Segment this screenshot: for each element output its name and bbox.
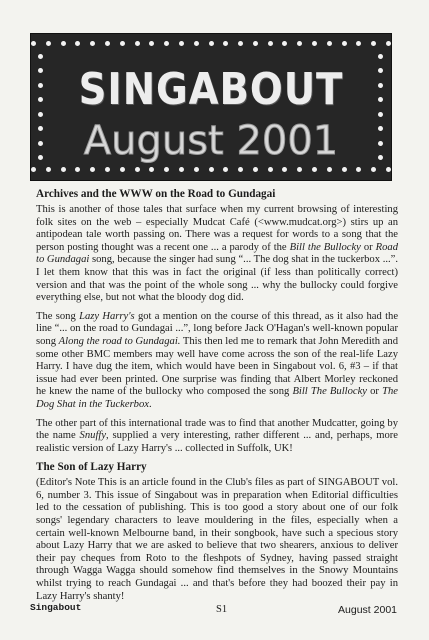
border-dot bbox=[238, 167, 243, 172]
border-dot bbox=[164, 167, 169, 172]
border-dot bbox=[135, 167, 140, 172]
masthead-banner bbox=[30, 33, 392, 181]
border-dot bbox=[356, 41, 361, 46]
border-dot bbox=[149, 41, 154, 46]
italic-text: Along the road to Gundagai. bbox=[58, 335, 181, 347]
text-run: song, because the singer had sung “... The dog shat in the tuckerbox ...”. I let them know that this was in fact the original (if less than politically correct) version and that was the point of the whole song ... why the bullocky could forgive everything else, but not what the bloody dog did. bbox=[36, 254, 399, 304]
border-dot bbox=[327, 41, 332, 46]
border-dot bbox=[38, 54, 43, 59]
article-body bbox=[36, 188, 398, 609]
border-dot bbox=[378, 112, 383, 117]
border-dot bbox=[149, 167, 154, 172]
border-dot bbox=[253, 167, 258, 172]
border-dot bbox=[209, 167, 214, 172]
border-dot bbox=[61, 41, 66, 46]
border-dot bbox=[179, 41, 184, 46]
border-dot bbox=[282, 167, 287, 172]
footer-publication: Singabout bbox=[30, 602, 82, 613]
border-dot bbox=[38, 68, 43, 73]
text-run: The song bbox=[36, 310, 80, 322]
border-dot bbox=[356, 167, 361, 172]
border-dot bbox=[31, 167, 36, 172]
border-dot bbox=[386, 41, 391, 46]
border-dot bbox=[342, 167, 347, 172]
masthead-issue: August 2001 bbox=[83, 118, 339, 164]
border-dot bbox=[120, 41, 125, 46]
border-dot bbox=[327, 167, 332, 172]
dot-border-bottom bbox=[31, 164, 391, 176]
border-dot bbox=[90, 41, 95, 46]
border-dot bbox=[378, 54, 383, 59]
border-dot bbox=[371, 167, 376, 172]
border-dot bbox=[75, 41, 80, 46]
footer-page-number: S1 bbox=[216, 604, 228, 615]
border-dot bbox=[120, 167, 125, 172]
border-dot bbox=[371, 41, 376, 46]
border-dot bbox=[46, 167, 51, 172]
border-dot bbox=[253, 41, 258, 46]
footer-issue-date: August 2001 bbox=[338, 604, 397, 616]
border-dot bbox=[31, 41, 36, 46]
border-dot bbox=[378, 68, 383, 73]
italic-text: Bill the Bullocky bbox=[289, 241, 361, 253]
border-dot bbox=[223, 167, 228, 172]
border-dot bbox=[378, 83, 383, 88]
border-dot bbox=[386, 167, 391, 172]
masthead-title: SINGABOUT bbox=[78, 64, 344, 115]
border-dot bbox=[38, 83, 43, 88]
text-run: or bbox=[360, 241, 376, 253]
border-dot bbox=[105, 167, 110, 172]
italic-text: Lazy Harry's bbox=[79, 310, 135, 322]
italic-text: The Dog Shat in the Tuckerbox bbox=[36, 386, 398, 410]
border-dot bbox=[268, 167, 273, 172]
border-dot bbox=[61, 167, 66, 172]
text-run: , supplied a very interesting, rather different ... and, perhaps, more realistic version of Lazy Harry's ... collected in Suffolk, UK! bbox=[36, 430, 398, 454]
border-dot bbox=[179, 167, 184, 172]
border-dot bbox=[268, 41, 273, 46]
text-run: This is another of those tales that surface when my current browsing of interesting folk sites on the web – especially Mudcat Café (<www.mudcat.org>) stirs up an antipodean tale worth passing on. There was a request for words to a song that the person posting thought was a recent one ... a parody of the bbox=[36, 204, 398, 253]
border-dot bbox=[238, 41, 243, 46]
border-dot bbox=[312, 167, 317, 172]
text-run: The other part of this international trade was to find that another Mudcatter, going by the name bbox=[36, 417, 398, 442]
border-dot bbox=[38, 97, 43, 102]
text-run: This then led me to remark that John Meredith and some other BMC members may well have come across the son of the real-life Lazy Harry. I have dug the item, which would have been in Singabout vol. 6, #3 – if that issue had ever been printed. One surprise was finding that Albert Morley reckoned he knew the name of the bullocky who composed the song bbox=[36, 335, 398, 398]
article-heading: Archives and the WWW on the Road to Gundagai bbox=[36, 188, 276, 200]
border-dot bbox=[223, 41, 228, 46]
border-dot bbox=[378, 97, 383, 102]
text-run: . bbox=[148, 398, 152, 410]
text-run: or bbox=[366, 386, 383, 398]
border-dot bbox=[312, 41, 317, 46]
border-dot bbox=[297, 167, 302, 172]
border-dot bbox=[194, 41, 199, 46]
italic-text: Road to Gundagai bbox=[36, 241, 398, 266]
border-dot bbox=[282, 41, 287, 46]
paragraph-2 bbox=[36, 311, 398, 412]
border-dot bbox=[209, 41, 214, 46]
paragraph-3 bbox=[36, 418, 398, 456]
text-run: got a mention on the course of this thread, as it also had the line “... on the road to Gundagai ...”, long before Jack O'Hagan's well-known popular song bbox=[36, 310, 399, 347]
border-dot bbox=[38, 112, 43, 117]
paragraph-1 bbox=[36, 204, 398, 305]
paragraph-4 bbox=[36, 477, 398, 603]
page-footer bbox=[30, 602, 397, 618]
border-dot bbox=[194, 167, 199, 172]
border-dot bbox=[46, 41, 51, 46]
italic-text: Snuffy bbox=[79, 430, 107, 442]
border-dot bbox=[164, 41, 169, 46]
border-dot bbox=[297, 41, 302, 46]
dot-border-top bbox=[31, 38, 391, 50]
italic-text: Bill The Bullocky bbox=[292, 386, 367, 398]
text-run: (Editor's Note This is an article found in the Club's files as part of SINGABOUT vol. 6, number 3. This issue of Singabout was in preparation when Editorial difficulties led to the cessation of publishing. This is too good a story about one of our folk songs' legendary characters to leave mouldering in the files, especially when a certain well-known Melbourne band, in their songbook, have such a specious story about Lazy Harry that we are asked to believe that two shearers, anxious to deliver their pay cheques from Roto to the fleshpots of Sydney, having passed straight through Wagga Wagga should somehow find themselves in the Snowy Mountains whilst trying to reach Gundagai ... and that's before they had boozed their pay in Lazy Harry's shanty! bbox=[36, 477, 398, 602]
border-dot bbox=[105, 41, 110, 46]
border-dot bbox=[75, 167, 80, 172]
border-dot bbox=[90, 167, 95, 172]
border-dot bbox=[135, 41, 140, 46]
border-dot bbox=[342, 41, 347, 46]
article-subheading: The Son of Lazy Harry bbox=[36, 461, 147, 474]
